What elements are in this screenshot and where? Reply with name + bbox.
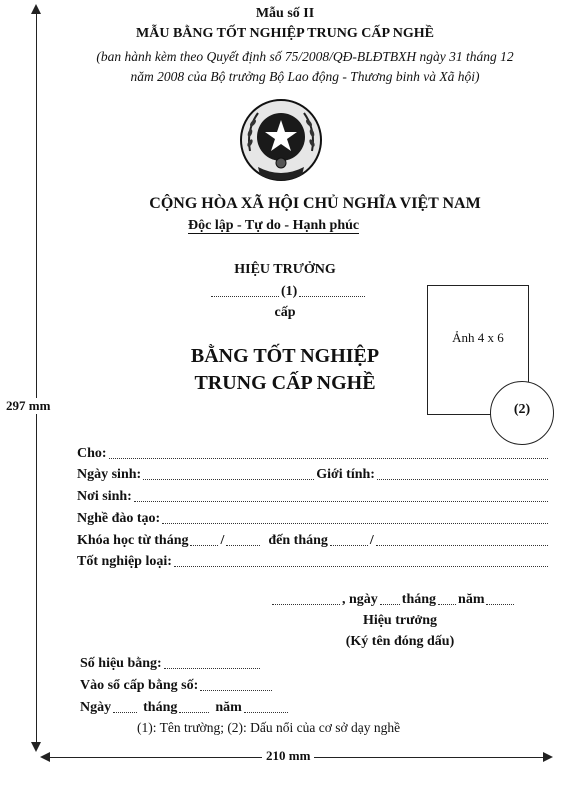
field-birthplace-label: Nơi sinh:	[77, 489, 132, 504]
field-trade-label: Nghề đào tạo:	[77, 511, 161, 526]
registry-day-dots	[113, 700, 137, 713]
field-course-to-slash: /	[369, 533, 374, 548]
field-grade-dots	[174, 554, 548, 567]
field-course-to-year-dots	[376, 533, 548, 546]
field-grade	[77, 552, 550, 570]
field-birthplace	[77, 487, 550, 505]
field-trade-dots	[162, 511, 548, 524]
field-course-to-label: đến tháng	[268, 533, 328, 548]
field-birthplace-dots	[134, 489, 548, 502]
field-course-from-label: Khóa học từ tháng	[77, 533, 189, 548]
school-dots-left	[211, 284, 279, 297]
signature-year-dots	[486, 592, 514, 605]
field-course-from-slash: /	[220, 533, 225, 548]
decree-line-1: (ban hành kèm theo Quyết định số 75/2008/QĐ-BLĐTBXH ngày 31 tháng 12	[96, 49, 514, 64]
registry-month-label: tháng	[143, 700, 178, 715]
registry-serial	[80, 656, 262, 672]
grants-label: cấp	[274, 305, 296, 320]
signature-instruction: (Ký tên đóng dấu)	[345, 634, 455, 649]
height-dimension-line	[36, 10, 37, 750]
footnote: (1): Tên trường; (2): Dấu nổi của cơ sở dạy nghề	[137, 720, 401, 735]
form-number: Mẫu số II	[255, 6, 315, 21]
signature-year-label: năm	[458, 592, 485, 607]
signature-date-line	[270, 592, 516, 608]
nation-name: CỘNG HÒA XÃ HỘI CHỦ NGHĨA VIỆT NAM	[149, 195, 481, 212]
field-course	[77, 531, 550, 549]
signature-place-dots	[272, 592, 340, 605]
height-dimension-label: 297 mm	[2, 398, 54, 414]
school-dots-right	[299, 284, 365, 297]
photo-label: Ảnh 4 x 6	[452, 330, 504, 345]
field-course-from-year-dots	[226, 533, 260, 546]
signature-month-dots	[438, 592, 456, 605]
arrow-left-icon	[40, 752, 50, 762]
registry-book	[80, 678, 274, 694]
field-to	[77, 444, 550, 462]
registry-year-label: năm	[215, 700, 242, 715]
signature-day-dots	[380, 592, 400, 605]
field-gender-dots	[377, 467, 548, 480]
field-grade-label: Tốt nghiệp loại:	[77, 554, 172, 569]
field-gender-label: Giới tính:	[316, 467, 375, 482]
school-line	[209, 284, 367, 300]
signature-month-label: tháng	[401, 592, 437, 607]
principal-title: HIỆU TRƯỞNG	[234, 262, 336, 277]
seal-label: (2)	[513, 402, 531, 417]
decree-line-2: năm 2008 của Bộ trưởng Bộ Lao động - Thương binh và Xã hội)	[130, 69, 480, 84]
registry-date	[80, 700, 290, 716]
registry-book-dots	[200, 678, 272, 691]
field-dob-dots	[143, 467, 314, 480]
motto-text: Độc lập - Tự do - Hạnh phúc	[188, 218, 360, 233]
field-dob-gender	[77, 465, 550, 483]
field-to-label: Cho:	[77, 446, 107, 461]
registry-serial-dots	[164, 656, 260, 669]
registry-year-dots	[244, 700, 288, 713]
arrow-right-icon	[543, 752, 553, 762]
form-title: MẪU BẰNG TỐT NGHIỆP TRUNG CẤP NGHỀ	[136, 26, 434, 41]
registry-day-label: Ngày	[80, 700, 112, 715]
signature-day-label: , ngày	[342, 592, 378, 607]
national-emblem-icon	[236, 95, 326, 185]
field-to-dots	[109, 446, 548, 459]
diploma-title-line-2: TRUNG CẤP NGHỀ	[194, 372, 376, 394]
field-trade	[77, 509, 550, 527]
width-dimension-label: 210 mm	[262, 748, 314, 764]
arrow-down-icon	[31, 742, 41, 752]
nation-motto	[188, 218, 359, 234]
seal-circle	[490, 381, 554, 445]
field-course-to-month-dots	[330, 533, 368, 546]
registry-month-dots	[179, 700, 209, 713]
diploma-title-line-1: BẰNG TỐT NGHIỆP	[190, 345, 380, 367]
signature-role: Hiệu trưởng	[362, 613, 438, 628]
field-course-from-month-dots	[190, 533, 218, 546]
school-placeholder: (1)	[281, 284, 298, 299]
registry-serial-label: Số hiệu bằng:	[80, 656, 162, 671]
field-dob-label: Ngày sinh:	[77, 467, 142, 482]
registry-book-label: Vào sổ cấp bằng số:	[80, 678, 199, 693]
